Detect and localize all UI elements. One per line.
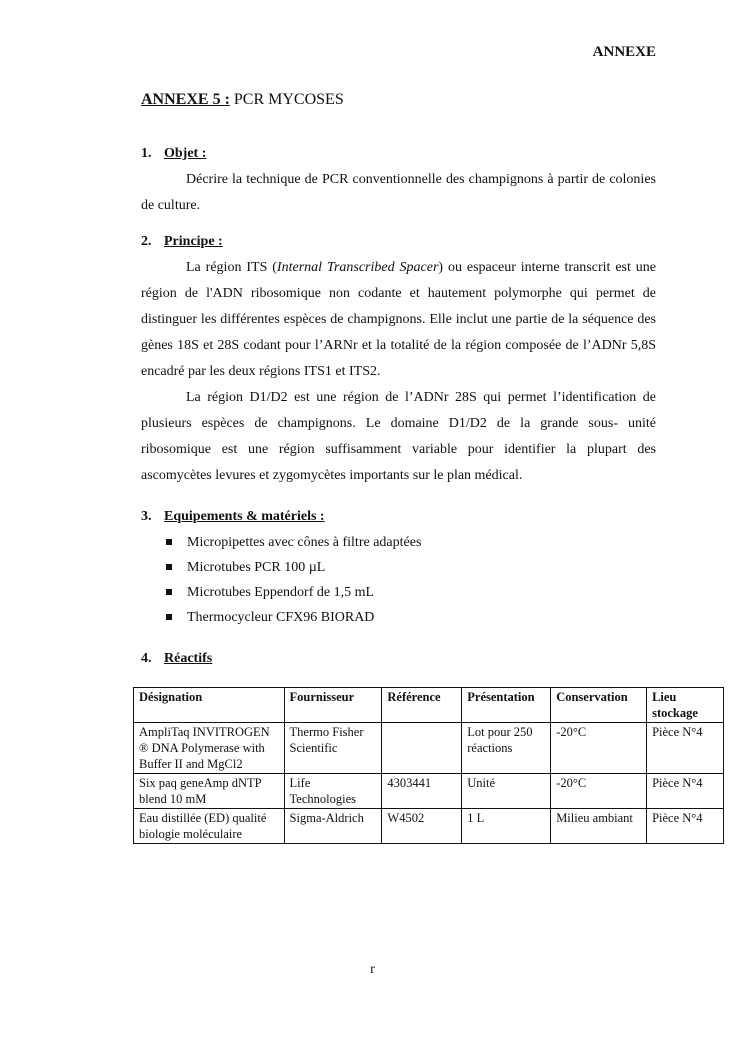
column-header: Référence <box>382 688 462 723</box>
table-row <box>134 809 724 844</box>
table-cell: -20°C <box>551 774 647 809</box>
table-cell <box>382 723 462 774</box>
equipment-list <box>141 530 656 630</box>
column-header: Fournisseur <box>284 688 382 723</box>
table-cell: Lot pour 250 réactions <box>462 723 551 774</box>
table-cell: W4502 <box>382 809 462 844</box>
column-header: Désignation <box>134 688 285 723</box>
table-row <box>134 774 724 809</box>
list-item: Microtubes Eppendorf de 1,5 mL <box>141 580 656 605</box>
page-number: r <box>370 962 375 977</box>
section-equipements <box>141 504 656 630</box>
annex-number: ANNEXE 5 : <box>141 91 230 108</box>
column-header: Conservation <box>551 688 647 723</box>
table-row <box>134 723 724 774</box>
table-cell: -20°C <box>551 723 647 774</box>
principe-paragraph-2: La région D1/D2 est une région de l’ADNr 28S qui permet l’identification de plusieurs espèces de champignons. Le domaine D1/D2 de la grande sous- unité ribosomique est une région suffisamment variable pour identifier la plupart des ascomycètes levures et zygomycètes importants sur le plan médical. <box>141 390 656 483</box>
table-cell: Milieu ambiant <box>551 809 647 844</box>
section-heading: 2. Principe : <box>141 234 223 249</box>
table-cell: Pièce N°4 <box>647 774 724 809</box>
list-item: Microtubes PCR 100 µL <box>141 555 656 580</box>
annex-name: PCR MYCOSES <box>233 91 344 108</box>
section-reactifs <box>141 646 656 672</box>
table-header-row <box>134 688 724 723</box>
section-heading: 3. Equipements & matériels : <box>141 509 325 524</box>
reagents-table <box>133 687 724 844</box>
section-objet <box>141 141 656 219</box>
section-heading: 1. Objet : <box>141 146 207 161</box>
table-cell: Sigma-Aldrich <box>284 809 382 844</box>
column-header: Présentation <box>462 688 551 723</box>
annex-title <box>141 91 344 109</box>
running-header: ANNEXE <box>592 44 656 60</box>
table-cell: Unité <box>462 774 551 809</box>
table-cell: Pièce N°4 <box>647 723 724 774</box>
section-heading: 4. Réactifs <box>141 651 213 666</box>
table-cell: AmpliTaq INVITROGEN ® DNA Polymerase with Buffer II and MgCl2 <box>134 723 285 774</box>
table-cell: Eau distillée (ED) qualité biologie moléculaire <box>134 809 285 844</box>
table-cell: Pièce N°4 <box>647 809 724 844</box>
table-cell: Six paq geneAmp dNTP blend 10 mM <box>134 774 285 809</box>
table-cell: Thermo Fisher Scientific <box>284 723 382 774</box>
table-cell: 1 L <box>462 809 551 844</box>
list-item: Micropipettes avec cônes à filtre adaptées <box>141 530 656 555</box>
table-cell: Life Technologies <box>284 774 382 809</box>
section-principe <box>141 229 656 489</box>
column-header: Lieu stockage <box>647 688 724 723</box>
objet-paragraph: Décrire la technique de PCR conventionnelle des champignons à partir de colonies de culture. <box>141 172 656 213</box>
principe-paragraph-1: La région ITS (Internal Transcribed Spacer) ou espaceur interne transcrit est une région de l'ADN ribosomique non codante et hautement polymorphe qui permet de distinguer les différentes espèces de champignons. Elle inclut une partie de la séquence des gènes 18S et 28S codant pour l’ARNr et la totalité de la région composée de l’ADNr 5,8S encadré par les deux régions ITS1 et ITS2. <box>141 260 656 379</box>
list-item: Thermocycleur CFX96 BIORAD <box>141 605 656 630</box>
table-cell: 4303441 <box>382 774 462 809</box>
